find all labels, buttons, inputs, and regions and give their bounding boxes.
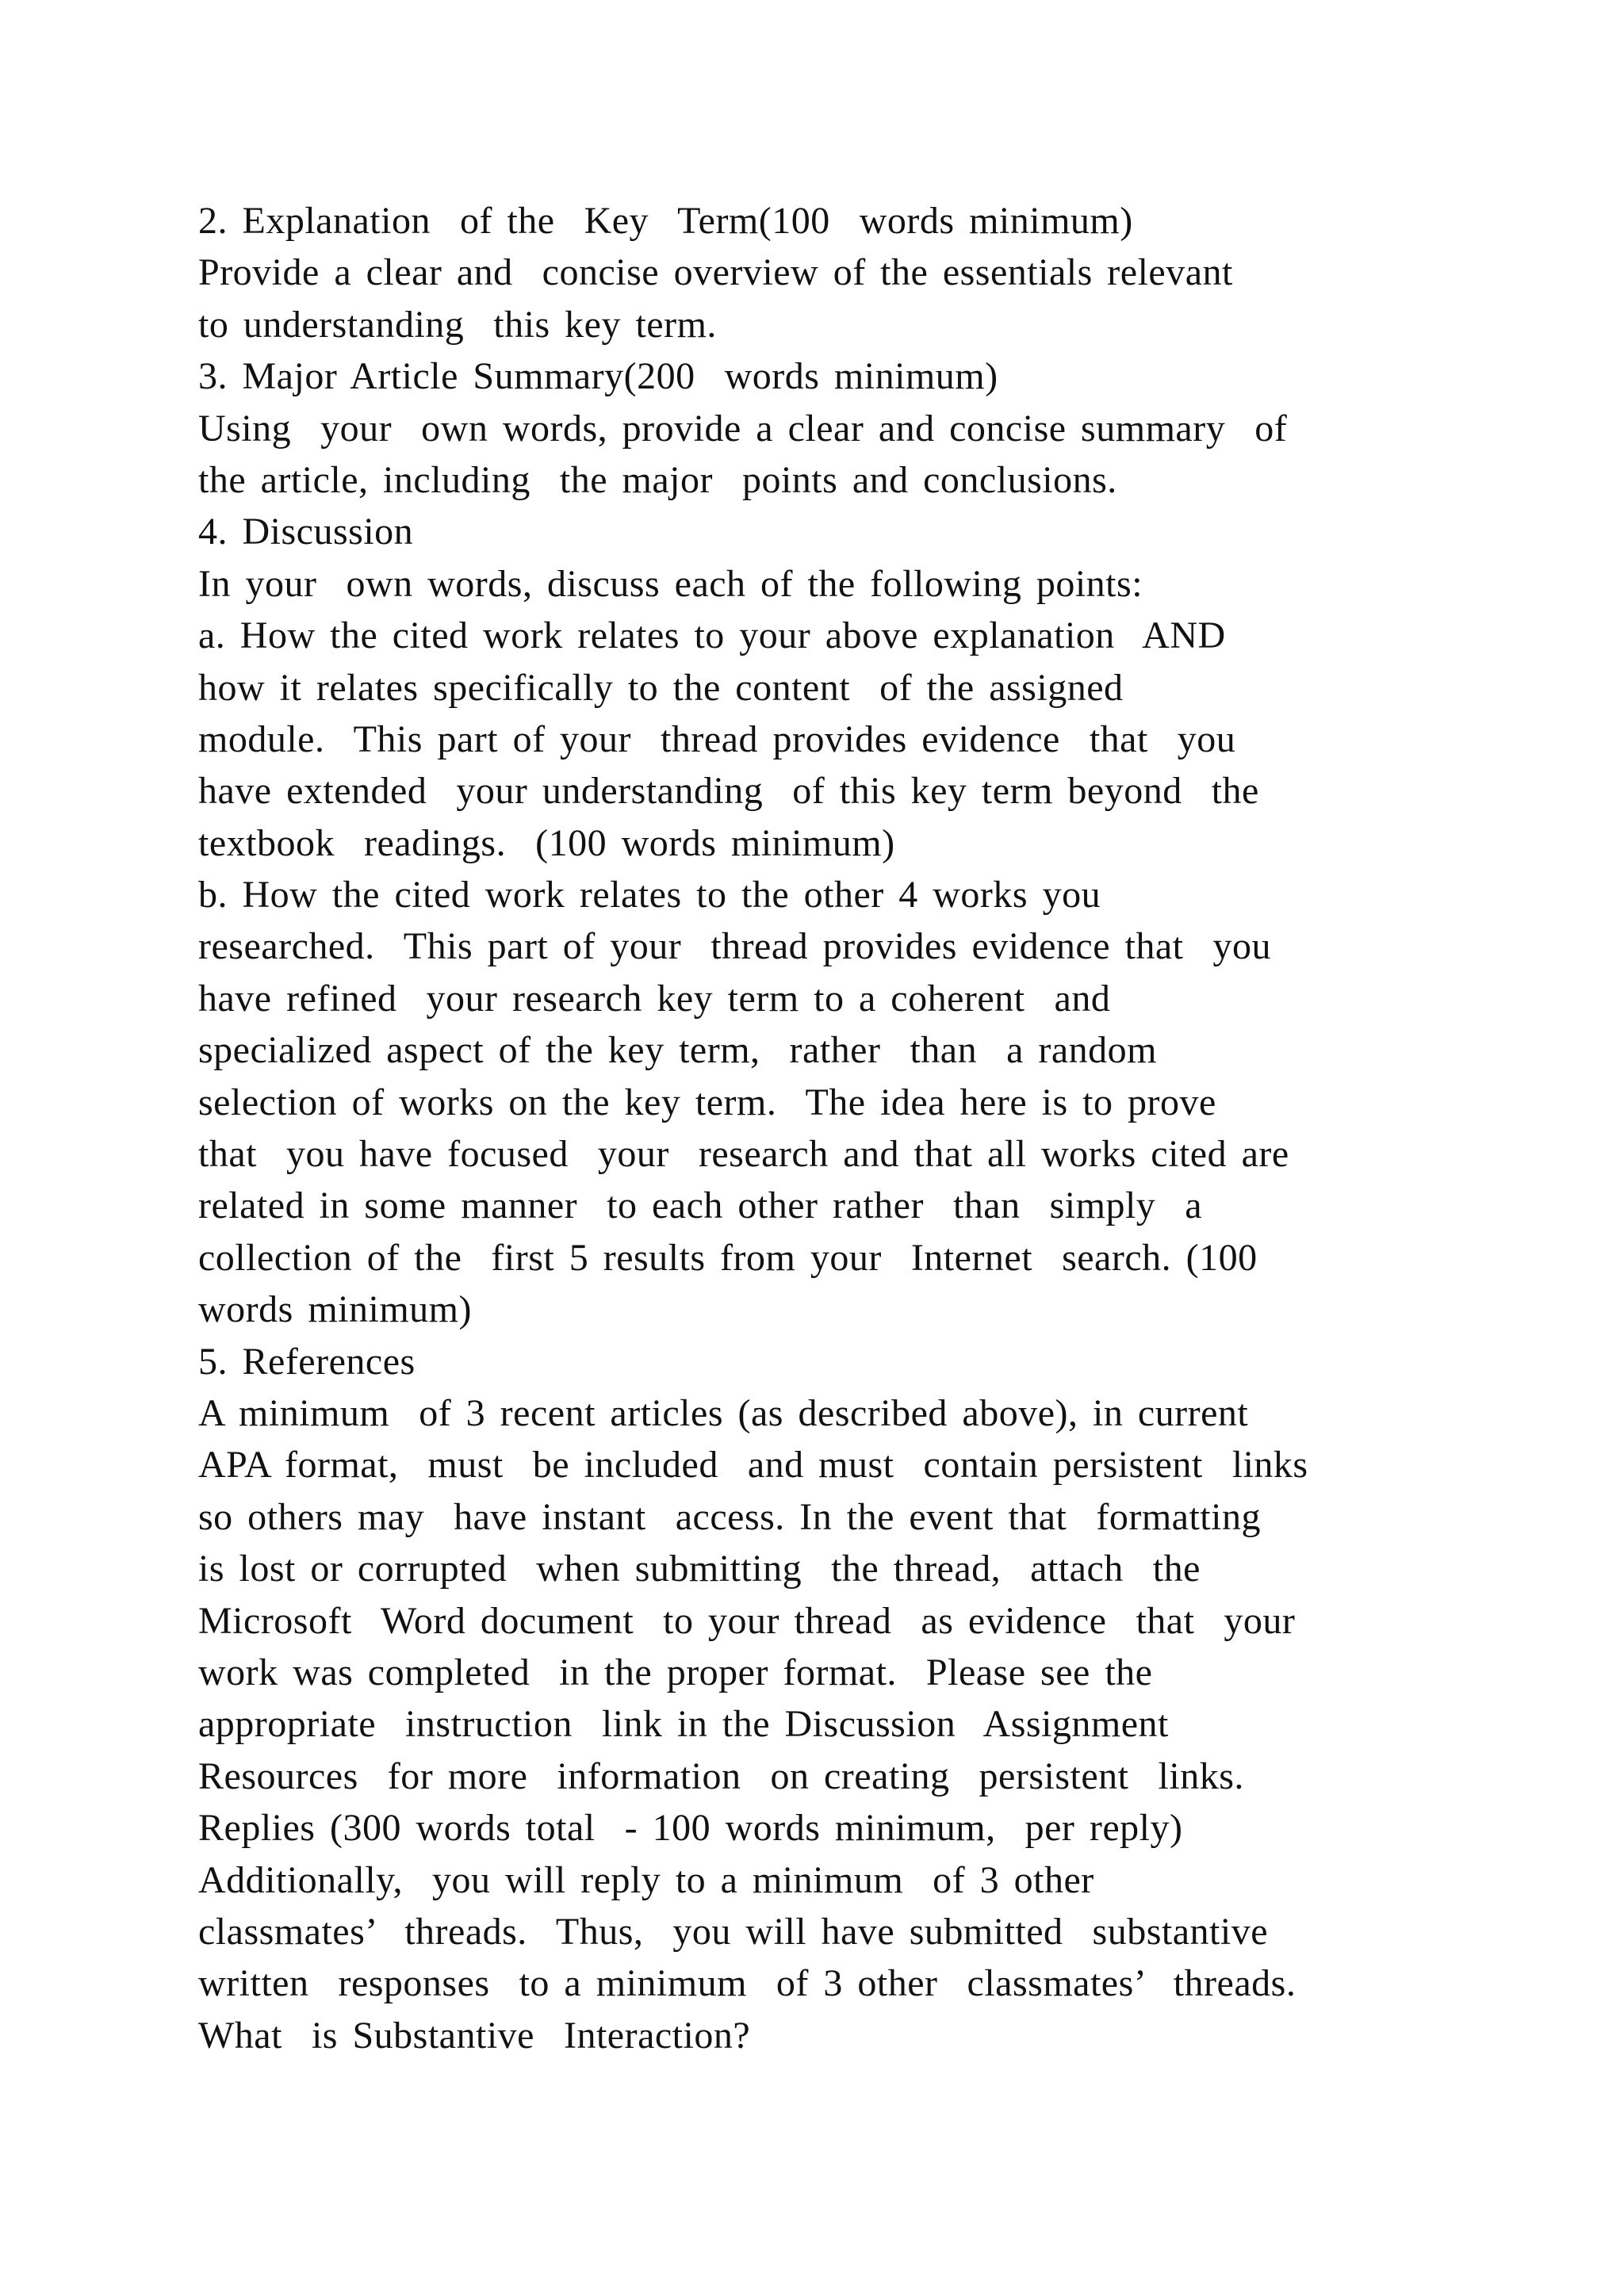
paragraph-line: Resources for more information on creating persistent links.: [198, 1755, 1244, 1797]
paragraph-line: the article, including the major points and conclusions.: [198, 458, 1117, 501]
document-body: [198, 195, 1435, 2061]
heading-substantive-interaction: What is Substantive Interaction?: [198, 2014, 751, 2057]
heading-explanation-of-key-term: 2. Explanation of the Key Term(100 words minimum): [198, 200, 1133, 242]
paragraph-line: so others may have instant access. In the event that formatting: [198, 1495, 1261, 1538]
list-item-a-line: how it relates specifically to the content of the assigned: [198, 666, 1124, 709]
list-item-b-line: specialized aspect of the key term, rather than a random: [198, 1029, 1158, 1072]
paragraph-line: work was completed in the proper format. Please see the: [198, 1651, 1153, 1693]
paragraph-line: A minimum of 3 recent articles (as described above), in current: [198, 1391, 1249, 1434]
paragraph-line: Microsoft Word document to your thread as evidence that your: [198, 1599, 1296, 1642]
list-item-b-line: related in some manner to each other rather than simply a: [198, 1184, 1203, 1227]
paragraph-line: In your own words, discuss each of the following points:: [198, 562, 1143, 605]
list-item-a-line: a. How the cited work relates to your above explanation AND: [198, 614, 1226, 657]
list-item-a-line: have extended your understanding of this key term beyond the: [198, 770, 1259, 813]
list-item-b-line: collection of the first 5 results from your Internet search. (100: [198, 1236, 1258, 1279]
list-item-b-line: words minimum): [198, 1288, 472, 1331]
list-item-b-line: researched. This part of your thread provides evidence that you: [198, 925, 1271, 968]
heading-replies: Replies (300 words total - 100 words minimum, per reply): [198, 1807, 1183, 1850]
paragraph-line: is lost or corrupted when submitting the thread, attach the: [198, 1548, 1201, 1590]
heading-discussion: 4. Discussion: [198, 511, 414, 553]
paragraph-line: Provide a clear and concise overview of the essentials relevant: [198, 251, 1233, 294]
paragraph-line: written responses to a minimum of 3 other classmates’ threads.: [198, 1962, 1297, 2005]
list-item-a-line: textbook readings. (100 words minimum): [198, 821, 895, 864]
list-item-b-line: have refined your research key term to a coherent and: [198, 977, 1111, 1020]
list-item-b-line: b. How the cited work relates to the other 4 works you: [198, 874, 1101, 916]
list-item-a-line: module. This part of your thread provides evidence that you: [198, 718, 1236, 760]
paragraph-line: classmates’ threads. Thus, you will have submitted substantive: [198, 1910, 1269, 1953]
paragraph-line: appropriate instruction link in the Discussion Assignment: [198, 1703, 1169, 1746]
heading-major-article-summary: 3. Major Article Summary(200 words minimum): [198, 355, 998, 398]
paragraph-line: APA format, must be included and must contain persistent links: [198, 1444, 1308, 1487]
list-item-b-line: that you have focused your research and that all works cited are: [198, 1133, 1289, 1176]
heading-references: 5. References: [198, 1340, 416, 1383]
paragraph-line: Additionally, you will reply to a minimum of 3 other: [198, 1858, 1094, 1901]
list-item-b-line: selection of works on the key term. The idea here is to prove: [198, 1081, 1216, 1123]
paragraph-line: to understanding this key term.: [198, 303, 717, 346]
paragraph-line: Using your own words, provide a clear and concise summary of: [198, 407, 1288, 450]
